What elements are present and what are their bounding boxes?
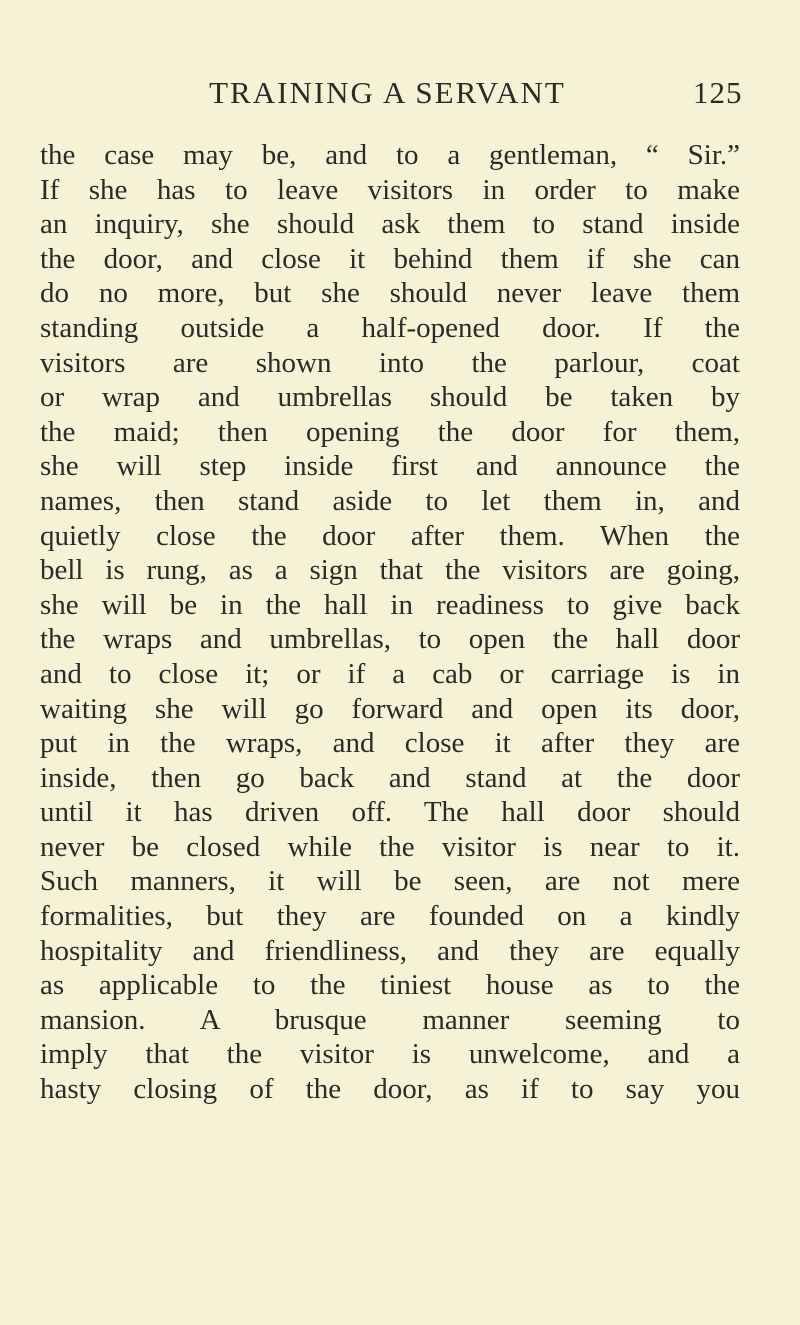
text-line: hasty closing of the door, as if to say you: [40, 1073, 740, 1106]
text-line: formalities, but they are founded on a kindly: [40, 900, 740, 933]
text-line: inside, then go back and stand at the door: [40, 761, 740, 794]
running-title: TRAINING A SERVANT: [209, 75, 566, 110]
text-line: the case may be, and to a gentleman, “ Sir.”: [40, 139, 740, 171]
text-line: quietly close the door after them. When the: [40, 519, 740, 552]
page-number: 125: [693, 75, 743, 110]
text-line: mansion. A brusque manner seeming to: [40, 1003, 740, 1036]
text-line: as applicable to the tiniest house as to the: [40, 969, 740, 1002]
text-line: imply that the visitor is unwelcome, and a: [40, 1038, 740, 1071]
text-line: waiting she will go forward and open its door,: [40, 692, 740, 725]
text-line: do no more, but she should never leave them: [40, 277, 740, 310]
text-line: the maid; then opening the door for them,: [40, 415, 740, 448]
text-line: until it has driven off. The hall door should: [40, 796, 740, 829]
text-line: standing outside a half-opened door. If the: [40, 311, 740, 344]
text-line: hospitality and friendliness, and they are equally: [40, 934, 740, 967]
text-line: Such manners, it will be seen, are not mere: [40, 865, 740, 898]
text-line: names, then stand aside to let them in, and: [40, 484, 740, 517]
text-line: she will be in the hall in readiness to give back: [40, 588, 740, 621]
body-text: [40, 138, 740, 1107]
text-line: and to close it; or if a cab or carriage is in: [40, 657, 740, 690]
text-line: visitors are shown into the parlour, coat: [40, 346, 740, 379]
text-line: If she has to leave visitors in order to make: [40, 173, 740, 206]
text-line: the door, and close it behind them if she can: [40, 242, 740, 275]
text-line: bell is rung, as a sign that the visitors are going,: [40, 554, 740, 587]
text-line: an inquiry, she should ask them to stand inside: [40, 208, 740, 241]
text-line: never be closed while the visitor is near to it.: [40, 830, 740, 863]
page-header: [0, 76, 800, 120]
text-line: the wraps and umbrellas, to open the hall door: [40, 623, 740, 656]
text-line: or wrap and umbrellas should be taken by: [40, 381, 740, 414]
text-line: she will step inside first and announce the: [40, 450, 740, 483]
text-line: put in the wraps, and close it after they are: [40, 727, 740, 760]
